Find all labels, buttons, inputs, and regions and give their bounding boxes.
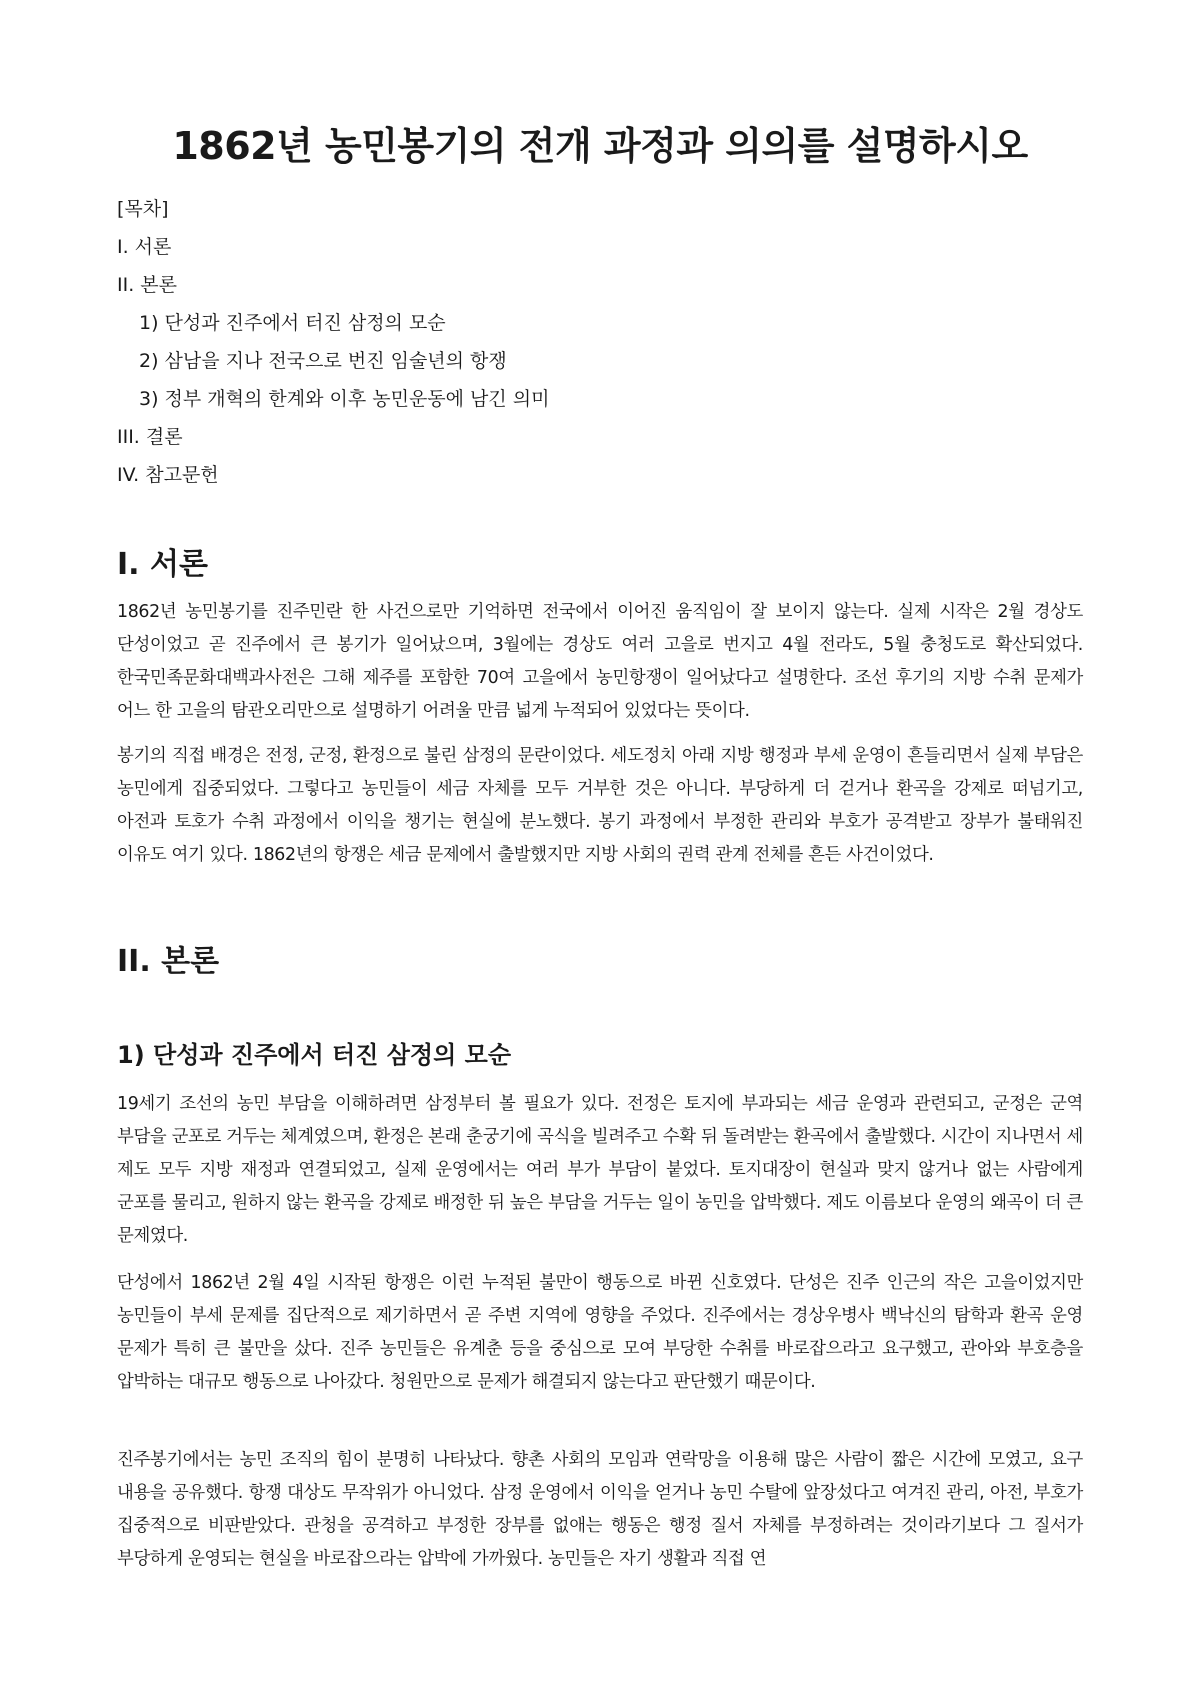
- toc-item-intro: I. 서론: [117, 236, 172, 258]
- intro-paragraph-2: 봉기의 직접 배경은 전정, 군정, 환정으로 불린 삼정의 문란이었다. 세도정치 아래 지방 행정과 부세 운영이 흔들리면서 실제 부담은 농민에게 집중되었다. 그렇다고 농민들이 세금 자체를 모두 거부한 것은 아니다. 부당하게 더 걷거나 환곡을 강제로 떠넘기고, 아전과 토호가 수취 과정에서 이익을 챙기는 현실에 분노했다. 봉기 과정에서 부정한 관리와 부호가 공격받고 장부가 불태워진 이유도 여기 있다. 1862년의 항쟁은 세금 문제에서 출발했지만 지방 사회의 권력 관계 전체를 흔든 사건이었다.: [117, 746, 1083, 865]
- body-paragraph-3: 진주봉기에서는 농민 조직의 힘이 분명히 나타났다. 향촌 사회의 모임과 연락망을 이용해 많은 사람이 짧은 시간에 모였고, 요구 내용을 공유했다. 항쟁 대상도 무작위가 아니었다. 삼정 운영에서 이익을 얻거나 농민 수탈에 앞장섰다고 여겨진 관리, 아전, 부호가 집중적으로 비판받았다. 관청을 공격하고 부정한 장부를 없애는 행동은 행정 질서 자체를 부정하려는 것이라기보다 그 질서가 부당하게 운영되는 현실을 바로잡으라는 압박에 가까웠다. 농민들은 자기 생활과 직접 연: [117, 1450, 1083, 1569]
- table-of-contents: [117, 190, 1083, 494]
- body-paragraph-1: 19세기 조선의 농민 부담을 이해하려면 삼정부터 볼 필요가 있다. 전정은 토지에 부과되는 세금 운영과 관련되고, 군정은 군역 부담을 군포로 거두는 체계였으며, 환정은 본래 춘궁기에 곡식을 빌려주고 수확 뒤 돌려받는 환곡에서 출발했다. 시간이 지나면서 세 제도 모두 지방 재정과 연결되었고, 실제 운영에서는 여러 부가 부담이 붙었다. 토지대장이 현실과 맞지 않거나 없는 사람에게 군포를 물리고, 원하지 않는 환곡을 강제로 배정한 뒤 높은 부담을 거두는 일이 농민을 압박했다. 제도 이름보다 운영의 왜곡이 더 큰 문제였다.: [117, 1094, 1083, 1246]
- toc-item-body-3: 3) 정부 개혁의 한계와 이후 농민운동에 남긴 의미: [139, 388, 550, 410]
- toc-item-references: IV. 참고문헌: [117, 464, 219, 486]
- toc-item-body: II. 본론: [117, 274, 177, 296]
- toc-item-conclusion: III. 결론: [117, 426, 183, 448]
- body-paragraph-2: 단성에서 1862년 2월 4일 시작된 항쟁은 이런 누적된 불만이 행동으로 바뀐 신호였다. 단성은 진주 인근의 작은 고을이었지만 농민들이 부세 문제를 집단적으로 제기하면서 곧 주변 지역에 영향을 주었다. 진주에서는 경상우병사 백낙신의 탐학과 환곡 운영 문제가 특히 큰 불만을 샀다. 진주 농민들은 유계춘 등을 중심으로 모여 부당한 수취를 바로잡으라고 요구했고, 관아와 부호층을 압박하는 대규모 행동으로 나아갔다. 청원만으로 문제가 해결되지 않는다고 판단했기 때문이다.: [117, 1273, 1083, 1392]
- subsection-heading-1: 1) 단성과 진주에서 터진 삼정의 모순: [117, 1041, 512, 1069]
- document-title: 1862년 농민봉기의 전개 과정과 의의를 설명하시오: [172, 124, 1028, 168]
- intro-paragraph-1: 1862년 농민봉기를 진주민란 한 사건으로만 기억하면 전국에서 이어진 움직임이 잘 보이지 않는다. 실제 시작은 2월 경상도 단성이었고 곧 진주에서 큰 봉기가 일어났으며, 3월에는 경상도 여러 고을로 번지고 4월 전라도, 5월 충청도로 확산되었다. 한국민족문화대백과사전은 그해 제주를 포함한 70여 고을에서 농민항쟁이 일어났다고 설명한다. 조선 후기의 지방 수취 문제가 어느 한 고을의 탐관오리만으로 설명하기 어려울 만큼 넓게 누적되어 있었다는 뜻이다.: [117, 602, 1083, 721]
- toc-heading: [목차]: [117, 198, 169, 220]
- section-heading-intro: I. 서론: [117, 547, 208, 582]
- toc-item-body-2: 2) 삼남을 지나 전국으로 번진 임술년의 항쟁: [139, 350, 507, 372]
- toc-item-body-1: 1) 단성과 진주에서 터진 삼정의 모순: [139, 312, 446, 334]
- section-heading-body: II. 본론: [117, 944, 220, 979]
